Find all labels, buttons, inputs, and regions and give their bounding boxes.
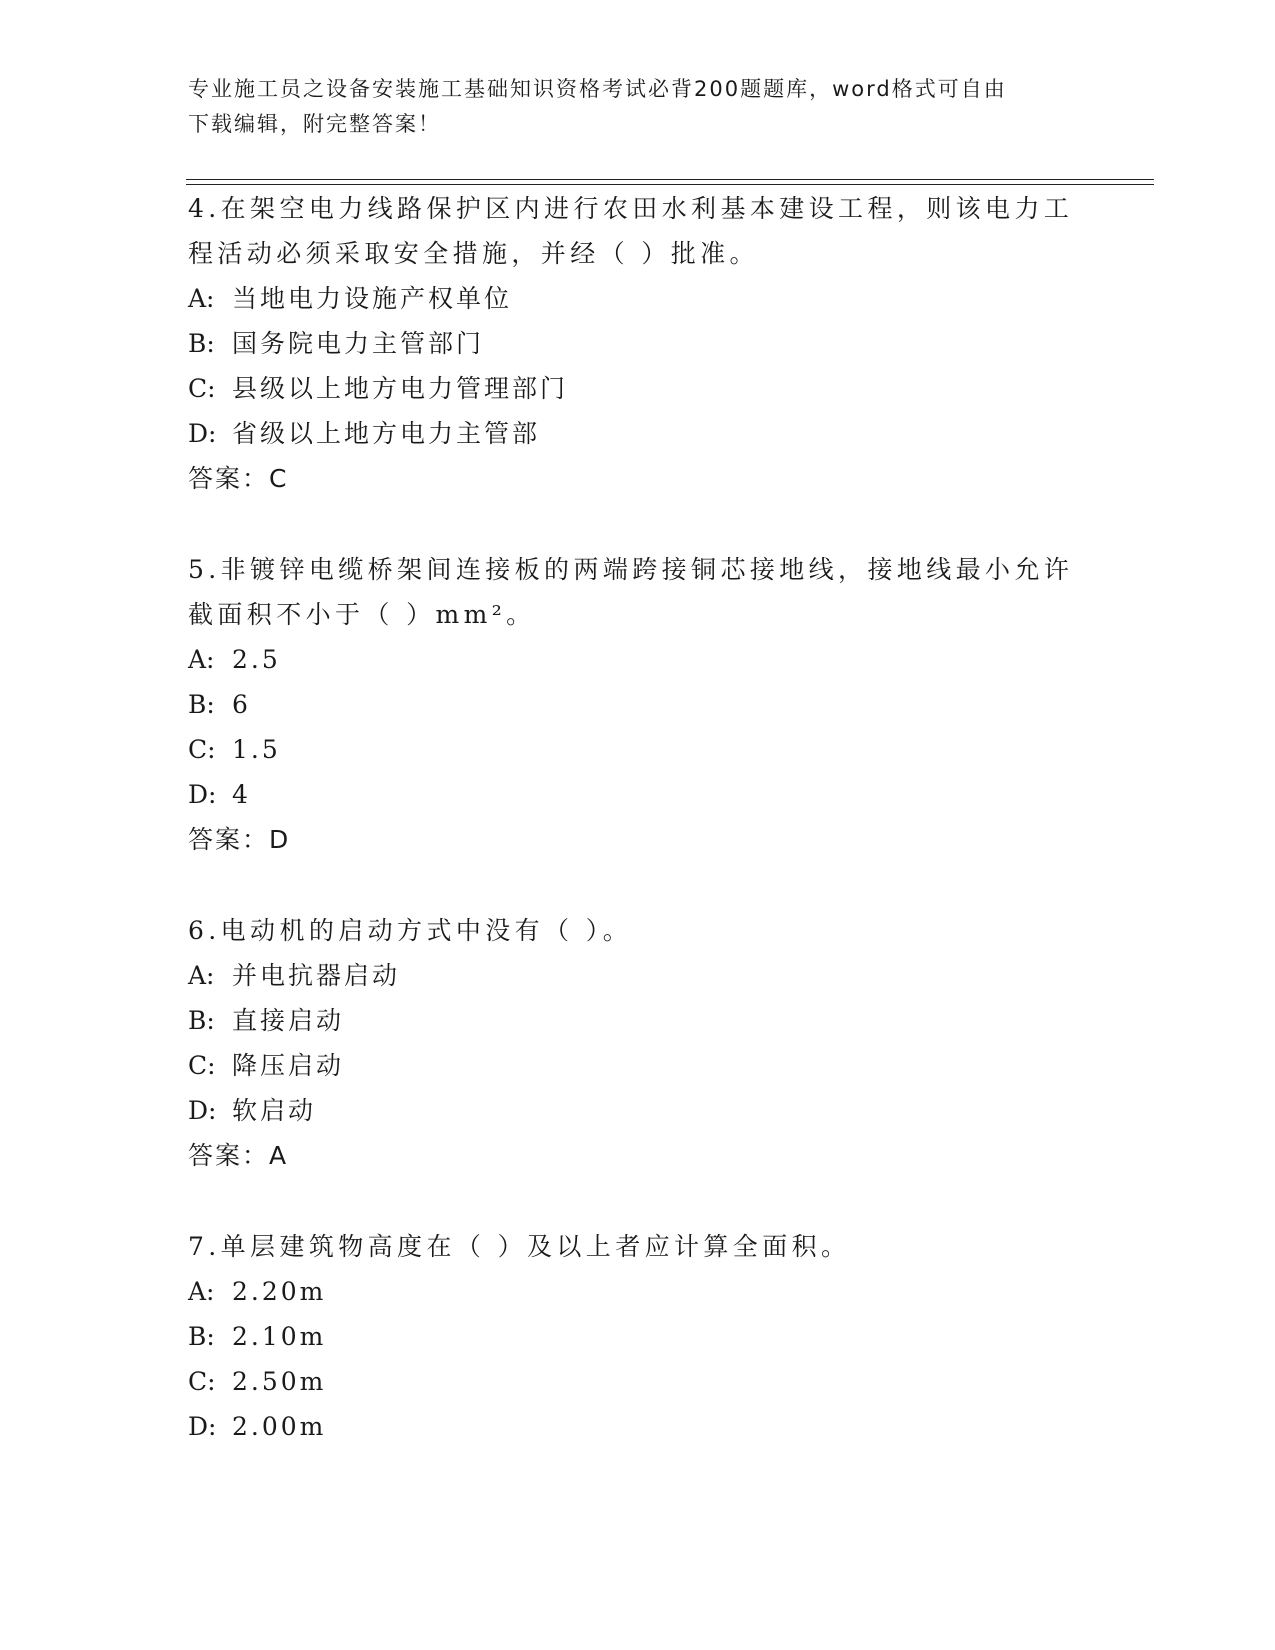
- option-text: 2.00m: [232, 1412, 327, 1441]
- option-key: C:: [188, 1051, 216, 1080]
- document-header: [188, 72, 1088, 142]
- option-text: 2.20m: [232, 1277, 327, 1306]
- option-key: D:: [188, 1096, 217, 1125]
- question-stem-line-1: 7.单层建筑物高度在（ ）及以上者应计算全面积。: [188, 1232, 851, 1261]
- option-row: [188, 1088, 1088, 1133]
- option-row: [188, 276, 1088, 321]
- option-key: D:: [188, 1412, 217, 1441]
- option-key: A:: [188, 961, 215, 990]
- option-row: [188, 1314, 1088, 1359]
- option-text: 降压启动: [232, 1051, 345, 1080]
- option-key: B:: [188, 690, 215, 719]
- option-text: 直接启动: [232, 1006, 345, 1035]
- answer-line: 答案：A: [188, 1141, 289, 1170]
- option-row: [188, 953, 1088, 998]
- option-key: D:: [188, 419, 217, 448]
- option-text: 6: [232, 690, 251, 719]
- option-key: C:: [188, 1367, 216, 1396]
- option-row: [188, 1404, 1088, 1449]
- option-row: [188, 1043, 1088, 1088]
- question-block: [188, 547, 1088, 862]
- header-divider-top: [186, 179, 1154, 180]
- option-row: [188, 321, 1088, 366]
- answer-line: 答案：C: [188, 464, 289, 493]
- option-row: [188, 682, 1088, 727]
- option-text: 2.50m: [232, 1367, 327, 1396]
- option-row: [188, 637, 1088, 682]
- option-key: A:: [188, 284, 215, 313]
- answer-line: 答案：D: [188, 825, 291, 854]
- question-stem-line-1: 6.电动机的启动方式中没有（ ）。: [188, 916, 633, 945]
- option-text: 省级以上地方电力主管部: [232, 419, 541, 448]
- option-key: C:: [188, 374, 216, 403]
- option-row: [188, 998, 1088, 1043]
- question-stem-line-1: 4.在架空电力线路保护区内进行农田水利基本建设工程，则该电力工: [188, 194, 1074, 223]
- option-key: B:: [188, 329, 215, 358]
- option-text: 2.10m: [232, 1322, 327, 1351]
- option-row: [188, 1359, 1088, 1404]
- header-line-2: 下载编辑，附完整答案！: [188, 112, 441, 136]
- option-text: 并电抗器启动: [232, 961, 401, 990]
- question-list: [188, 186, 1088, 1495]
- header-divider-bottom: [186, 184, 1154, 185]
- question-block: [188, 186, 1088, 501]
- option-row: [188, 772, 1088, 817]
- option-key: B:: [188, 1322, 215, 1351]
- option-row: [188, 411, 1088, 456]
- option-key: A:: [188, 645, 215, 674]
- option-text: 软启动: [232, 1096, 317, 1125]
- option-text: 4: [232, 780, 251, 809]
- question-block: [188, 908, 1088, 1178]
- option-key: B:: [188, 1006, 215, 1035]
- option-text: 1.5: [232, 735, 281, 764]
- question-stem-line-2: 程活动必须采取安全措施，并经（ ）批准。: [188, 239, 759, 268]
- question-stem-line-1: 5.非镀锌电缆桥架间连接板的两端跨接铜芯接地线，接地线最小允许: [188, 555, 1074, 584]
- question-stem-line-2: 截面积不小于（ ）mm²。: [188, 600, 536, 629]
- option-row: [188, 1269, 1088, 1314]
- option-text: 当地电力设施产权单位: [232, 284, 513, 313]
- option-text: 县级以上地方电力管理部门: [232, 374, 569, 403]
- option-row: [188, 727, 1088, 772]
- option-key: C:: [188, 735, 216, 764]
- option-row: [188, 366, 1088, 411]
- question-block: [188, 1224, 1088, 1449]
- option-key: D:: [188, 780, 217, 809]
- option-text: 2.5: [232, 645, 281, 674]
- option-key: A:: [188, 1277, 215, 1306]
- header-line-1: 专业施工员之设备安装施工基础知识资格考试必背200题题库，word格式可自由: [188, 77, 1007, 101]
- option-text: 国务院电力主管部门: [232, 329, 485, 358]
